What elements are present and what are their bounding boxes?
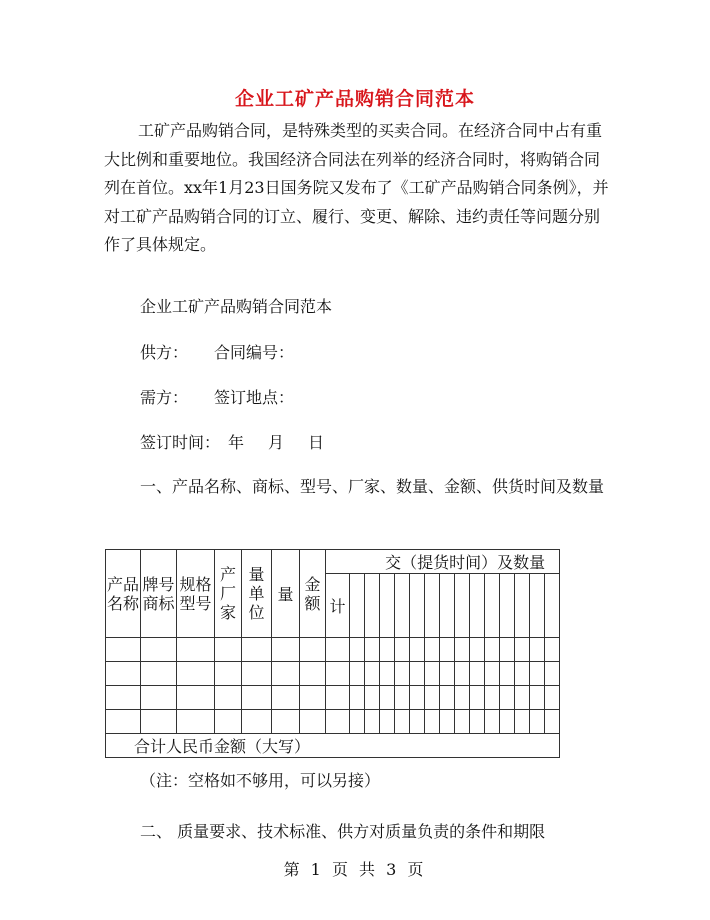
table-cell — [440, 686, 455, 710]
table-cell — [410, 710, 425, 734]
table-cell — [455, 710, 470, 734]
table-cell — [272, 686, 300, 710]
table-cell — [530, 574, 545, 638]
table-cell — [455, 638, 470, 662]
table-cell — [272, 710, 300, 734]
table-cell — [440, 574, 455, 638]
table-cell — [350, 574, 365, 638]
table-row — [106, 662, 560, 686]
day-label: 日 — [308, 433, 325, 452]
total-amount-label: 合计人民币金额（大写） — [106, 734, 560, 758]
table-cell — [141, 686, 177, 710]
table-cell — [242, 710, 272, 734]
table-cell — [272, 638, 300, 662]
table-header-row — [106, 550, 560, 574]
table-cell — [395, 686, 410, 710]
table-cell — [545, 686, 560, 710]
table-cell — [545, 662, 560, 686]
buyer-line — [140, 385, 294, 408]
table-cell — [141, 638, 177, 662]
table-cell — [485, 686, 500, 710]
year-label: 年 — [228, 433, 245, 452]
table-cell — [380, 638, 395, 662]
sign-place-label: 签订地点： — [214, 388, 295, 407]
table-cell — [242, 662, 272, 686]
table-note: （注：空格如不够用，可以另接） — [140, 771, 381, 790]
table-cell — [106, 686, 141, 710]
table-cell — [530, 662, 545, 686]
table-cell — [350, 710, 365, 734]
table-cell — [380, 574, 395, 638]
col-unit: 量单位 — [242, 550, 272, 638]
table-cell — [440, 638, 455, 662]
table-cell — [515, 686, 530, 710]
table-cell — [410, 686, 425, 710]
table-cell — [545, 574, 560, 638]
table-cell — [350, 662, 365, 686]
table-cell — [425, 710, 440, 734]
table-cell — [380, 686, 395, 710]
table-cell — [470, 638, 485, 662]
table-cell — [395, 662, 410, 686]
table-cell — [365, 686, 380, 710]
table-cell — [300, 686, 326, 710]
table-cell — [485, 574, 500, 638]
table-cell — [141, 710, 177, 734]
table-cell — [326, 662, 350, 686]
table-cell — [470, 686, 485, 710]
table-cell — [455, 574, 470, 638]
table-cell — [215, 710, 242, 734]
intro-paragraph: 工矿产品购销合同，是特殊类型的买卖合同。在经济合同中占有重大比例和重要地位。我国经济合同法在列举的经济合同时，将购销合同列在首位。xx年1月23日国务院又发布了《工矿产品购销合同条例》，并对工矿产品购销合同的订立、履行、变更、解除、违约责任等问题分别作了具体规定。 — [104, 121, 609, 254]
table-cell — [470, 574, 485, 638]
section-2-heading: 二、 质量要求、技术标准、供方对质量负责的条件和期限 — [140, 822, 546, 841]
month-label: 月 — [268, 433, 285, 452]
table-cell — [326, 686, 350, 710]
col-manufacturer: 产厂家 — [215, 550, 242, 638]
table-cell — [215, 662, 242, 686]
table-cell — [515, 710, 530, 734]
table-cell — [470, 710, 485, 734]
table-cell — [395, 710, 410, 734]
table-cell — [500, 638, 515, 662]
col-model: 规格型号 — [177, 550, 215, 638]
table-cell — [141, 662, 177, 686]
table-cell — [326, 710, 350, 734]
table-cell — [545, 638, 560, 662]
col-total: 计 — [326, 574, 350, 638]
table-cell — [395, 574, 410, 638]
table-cell — [242, 638, 272, 662]
table-cell — [215, 686, 242, 710]
table-cell — [515, 662, 530, 686]
table-total-row — [106, 734, 560, 758]
table-cell — [380, 710, 395, 734]
section-1-heading: 一、产品名称、商标、型号、厂家、数量、金额、供货时间及数量 — [140, 477, 605, 496]
table-cell — [440, 710, 455, 734]
table-cell — [425, 638, 440, 662]
supplier-line — [140, 340, 294, 363]
table-cell — [500, 662, 515, 686]
table-cell — [106, 710, 141, 734]
table-cell — [410, 662, 425, 686]
table-cell — [545, 710, 560, 734]
table-cell — [177, 662, 215, 686]
table-cell — [326, 638, 350, 662]
table-cell — [515, 574, 530, 638]
buyer-label: 需方： — [140, 388, 189, 407]
table-cell — [106, 638, 141, 662]
table-cell — [272, 662, 300, 686]
table-cell — [485, 662, 500, 686]
goods-table — [105, 549, 560, 758]
table-cell — [410, 574, 425, 638]
table-row — [106, 686, 560, 710]
table-cell — [425, 686, 440, 710]
table-cell — [380, 662, 395, 686]
table-cell — [455, 662, 470, 686]
table-cell — [530, 710, 545, 734]
table-cell — [425, 574, 440, 638]
table-cell — [530, 686, 545, 710]
supplier-label: 供方： — [140, 343, 189, 362]
table-row — [106, 710, 560, 734]
col-delivery: 交（提货时间）及数量 — [326, 550, 560, 574]
document-title: 企业工矿产品购销合同范本 — [234, 88, 475, 110]
col-quantity: 量 — [272, 550, 300, 638]
table-cell — [530, 638, 545, 662]
table-cell — [177, 638, 215, 662]
table-cell — [300, 662, 326, 686]
page-footer: 第 1 页 共 3 页 — [283, 860, 427, 879]
table-row — [106, 638, 560, 662]
table-cell — [350, 638, 365, 662]
table-cell — [365, 710, 380, 734]
col-brand: 牌号商标 — [141, 550, 177, 638]
table-cell — [500, 710, 515, 734]
table-cell — [365, 662, 380, 686]
table-cell — [395, 638, 410, 662]
table-cell — [455, 686, 470, 710]
table-cell — [215, 638, 242, 662]
table-cell — [425, 662, 440, 686]
table-cell — [365, 638, 380, 662]
table-cell — [485, 638, 500, 662]
table-cell — [242, 686, 272, 710]
sign-time-label: 签订时间： — [140, 433, 221, 452]
table-cell — [470, 662, 485, 686]
table-cell — [485, 710, 500, 734]
table-cell — [177, 710, 215, 734]
table-cell — [500, 574, 515, 638]
table-cell — [300, 638, 326, 662]
contract-no-label: 合同编号： — [214, 343, 295, 362]
table-cell — [410, 638, 425, 662]
contract-subtitle: 企业工矿产品购销合同范本 — [140, 297, 333, 316]
table-cell — [500, 686, 515, 710]
table-cell — [177, 686, 215, 710]
col-amount: 金额 — [300, 550, 326, 638]
table-cell — [515, 638, 530, 662]
table-cell — [106, 662, 141, 686]
table-cell — [300, 710, 326, 734]
table-cell — [350, 686, 365, 710]
table-cell — [365, 574, 380, 638]
col-product-name: 产品名称 — [106, 550, 141, 638]
sign-time-line — [140, 430, 324, 453]
table-cell — [440, 662, 455, 686]
